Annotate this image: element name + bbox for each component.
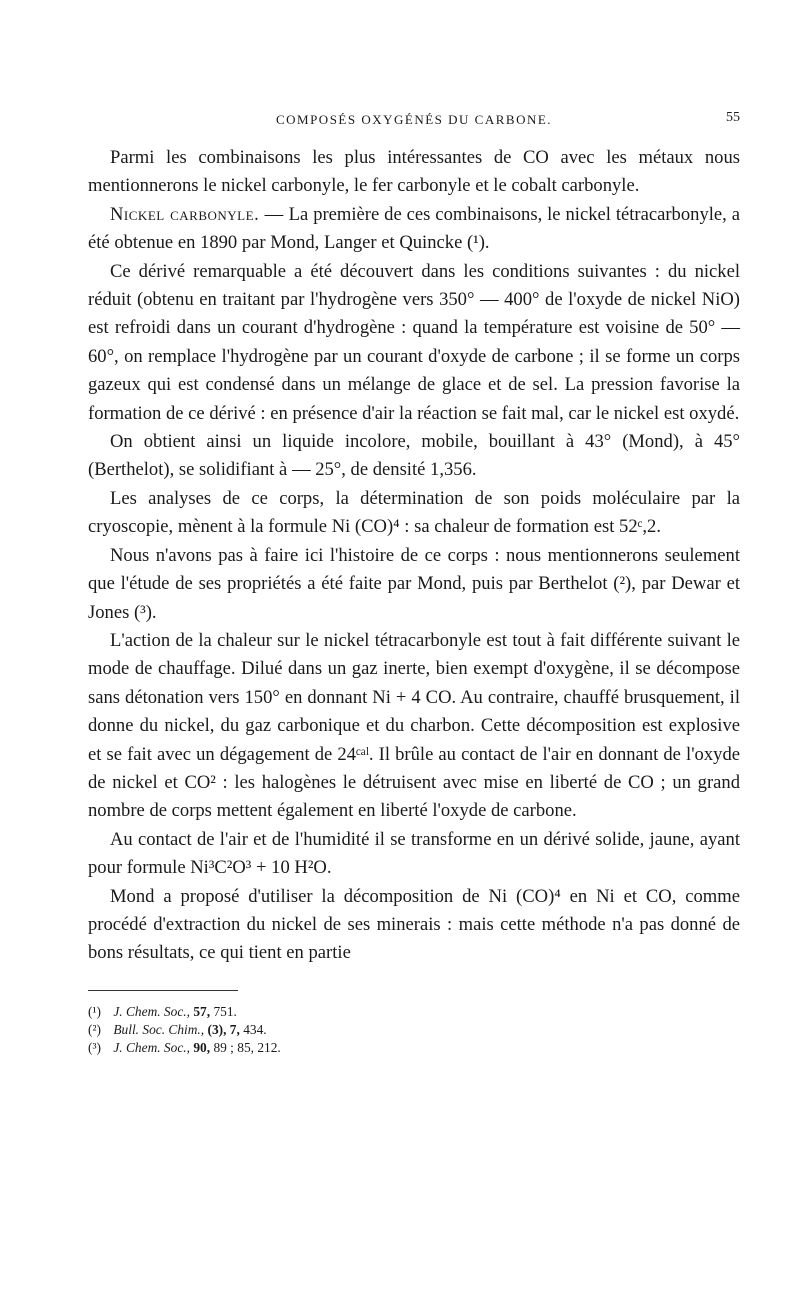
footnote-journal: Bull. Soc. Chim.,	[113, 1021, 205, 1037]
book-page	[88, 108, 740, 1057]
footnote	[88, 1039, 740, 1057]
running-title: COMPOSÉS OXYGÉNÉS DU CARBONE.	[275, 112, 553, 127]
paragraph-history: Nous n'avons pas à faire ici l'histoire de ce corps : nous mentionnerons seulement que l'étude de ses propriétés a été faite par Mond, puis par Berthelot (²), par Dewar et Jones (³).	[88, 544, 740, 623]
paragraph-nickel-carbonyle	[88, 201, 740, 258]
paragraph-properties: On obtient ainsi un liquide incolore, mobile, bouillant à 43° (Mond), à 45° (Berthelot), se solidifiant à — 25°, de densité 1,356.	[88, 431, 740, 481]
footnote-volume: (3), 7,	[207, 1021, 240, 1037]
paragraph-mond-process: Mond a proposé d'utiliser la décomposition de Ni (CO)⁴ en Ni et CO, comme procédé d'extraction du nickel de ses minerais : mais cette méthode n'a pas donné de bons résultats, ce qui tient en partie	[88, 885, 740, 964]
footnote-journal: J. Chem. Soc.,	[113, 1039, 190, 1055]
footnote-pages: 89 ; 85, 212.	[213, 1039, 281, 1055]
section-heading: Nickel carbonyle. —	[110, 203, 284, 225]
running-head	[88, 108, 740, 136]
footnotes	[88, 1003, 740, 1057]
footnote-journal: J. Chem. Soc.,	[113, 1003, 190, 1019]
footnote-pages: 751.	[213, 1003, 237, 1019]
footnote-volume: 90,	[193, 1039, 211, 1055]
footnote-pages: 434.	[243, 1021, 267, 1037]
body-text	[88, 144, 740, 968]
paragraph-preparation: Ce dérivé remarquable a été découvert dans les conditions suivantes : du nickel réduit (obtenu en traitant par l'hydrogène vers 350° — 400° de l'oxyde de nickel NiO) est refroidi dans un courant d'hydrogène : quand la température est voisine de 50° — 60°, on remplace l'hydrogène par un courant d'oxyde de carbone ; il se forme un corps gazeux qui est condensé dans un mélange de glace et de sel. La pression favorise la formation de ce dérivé : en présence d'air la réaction se fait mal, car le nickel est oxydé.	[88, 260, 740, 424]
paragraph-analysis: Les analyses de ce corps, la détermination de son poids moléculaire par la cryoscopie, mènent à la formule Ni (CO)⁴ : sa chaleur de formation est 52ᶜ,2.	[88, 487, 740, 538]
paragraph-heat-action: L'action de la chaleur sur le nickel tétracarbonyle est tout à fait différente suivant le mode de chauffage. Dilué dans un gaz inerte, bien exempt d'oxygène, il se décompose sans détonation vers 150° en donnant Ni + 4 CO. Au contraire, chauffé brusquement, il donne du nickel, du gaz carbonique et du charbon. Cette décomposition est explosive et se fait avec un dégagement de 24ᶜᵃˡ. Il brûle au contact de l'air en donnant de l'oxyde de nickel et CO² : les halogènes le détruisent avec mise en liberté de CO ; un grand nombre de corps mettent également en liberté l'oxyde de carbone.	[88, 629, 740, 822]
paragraph-text: La première de ces combinaisons, le nickel tétracarbonyle, a été obtenue en 1890 par Mond, Langer et Quincke (¹).	[88, 203, 740, 254]
footnote	[88, 1021, 740, 1039]
footnote-number: (¹)	[88, 1003, 101, 1019]
paragraph-intro: Parmi les combinaisons les plus intéressantes de CO avec les métaux nous mentionnerons le nickel carbonyle, le fer carbonyle et le cobalt carbonyle.	[88, 147, 740, 197]
footnote-number: (³)	[88, 1039, 101, 1055]
footnote-rule	[88, 990, 238, 991]
paragraph-humidity: Au contact de l'air et de l'humidité il se transforme en un dérivé solide, jaune, ayant pour formule Ni³C²O³ + 10 H²O.	[88, 828, 740, 879]
page-number: 55	[726, 110, 740, 125]
footnote-volume: 57,	[193, 1003, 211, 1019]
footnote-number: (²)	[88, 1021, 101, 1037]
footnote	[88, 1003, 740, 1021]
